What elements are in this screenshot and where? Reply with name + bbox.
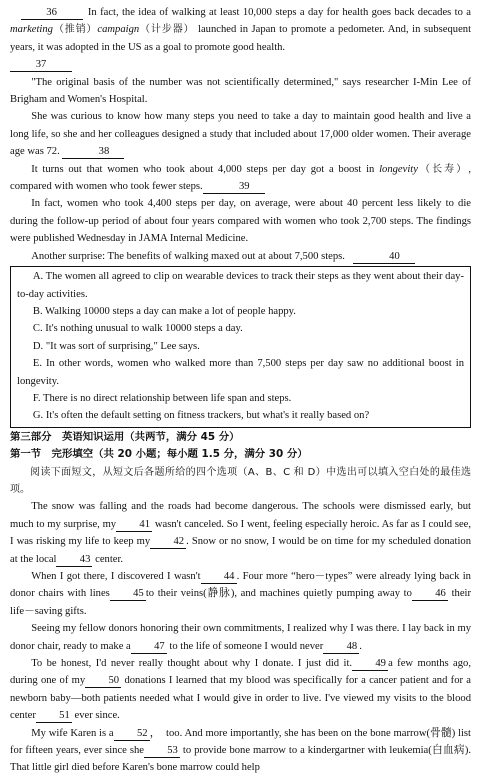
p4-paragraph: It turns out that women who took about 4,000 steps per day got a boost in longevity（长寿）, compared with women who took fewer steps. 39 <box>10 163 472 193</box>
section3-part1-title: 第一节 完形填空（共 20 小题；每小题 1.5 分，满分 30 分） <box>10 448 308 461</box>
blank-40: 40 <box>353 250 415 264</box>
blank-36: 36 <box>21 6 83 20</box>
blank-43: 43 <box>56 553 92 567</box>
blank-50: 50 <box>85 674 121 688</box>
p1-paragraph: 36 In fact, the idea of walking at least 10,000 steps a day for health goes back decades to a marketing（推销）campaign（计步器） launched in Japan to promote a pedometer. And, in subsequent years, it was adopted in the US as a goal to promote good health. 37 <box>10 7 472 71</box>
option-e: E. In other words, women who walked more than 7,500 steps per day saw no additional boost in longevity. <box>17 358 464 387</box>
option-b: B. Walking 10000 steps a day can make a lot of people happy. <box>32 305 296 317</box>
options-box <box>10 266 471 428</box>
blank-53: 53 <box>144 744 180 758</box>
blank-46: 46 <box>412 587 448 601</box>
p5-paragraph: In fact, women who took 4,400 steps per day, on average, were about 40 percent less likely to die during the follow-up period of about four years compared with women who took 2,700 steps. The findings were published Wednesday in JAMA Internal Medicine. <box>10 198 471 245</box>
blank-49: 49 <box>352 657 388 671</box>
blank-45: 45 <box>110 587 146 601</box>
section3-title: 第三部分 英语知识运用（共两节，满分 45 分） <box>10 430 240 443</box>
cloze-instructions: 阅读下面短文，从短文后各题所给的四个选项（A、B、C 和 D）中选出可以填入空白处的最佳选项。 <box>10 466 471 495</box>
cloze-p3: Seeing my fellow donors honoring their own commitments, I realized why I was there. I lay back in my donor chair, ready to make a 47 to the life of someone I would never 48 . <box>10 623 471 652</box>
cloze-p2: When I got there, I discovered I wasn't 44 . Four more “hero－types” were already lying back in donor chairs with lines 45 to their veins(静脉), and machines quietly pumping away to 46 their life－saving gifts. <box>10 571 472 617</box>
option-g: G. It's often the default setting on fitness trackers, but what's it really based on? <box>32 410 370 422</box>
blank-42: 42 <box>150 535 186 549</box>
p2-paragraph: "The original basis of the number was not scientifically determined," says researcher I-Min Lee of Brigham and Women's Hospital. <box>10 76 471 106</box>
blank-44: 44 <box>201 570 237 584</box>
blank-48: 48 <box>323 640 359 654</box>
option-a: A. The women all agreed to clip on wearable devices to track their steps as they went about their day-to-day activities. <box>17 271 464 300</box>
blank-52: 52 <box>114 727 150 741</box>
cloze-p1: The snow was falling and the roads had become dangerous. The schools were dismissed early, but much to my surprise, my 41 wasn't canceled. So I went, feeling especially heroic. As far as I could see, I was risking my life to keep my 42 . Snow or no snow, I would be on time for my scheduled donation at the local 43 center. <box>10 501 471 565</box>
blank-38: 38 <box>62 145 124 159</box>
blank-51: 51 <box>36 709 72 723</box>
blank-47: 47 <box>131 640 167 654</box>
option-c: C. It's nothing unusual to walk 10000 steps a day. <box>32 323 243 335</box>
blank-37: 37 <box>10 58 72 72</box>
blank-39: 39 <box>203 180 265 194</box>
option-f: F. There is no direct relationship between life span and steps. <box>32 392 292 404</box>
p6-paragraph: Another surprise: The benefits of walking maxed out at about 7,500 steps. 40 <box>10 248 471 265</box>
option-d: D. "It was sort of surprising," Lee says. <box>32 340 200 352</box>
p3-paragraph: She was curious to know how many steps you need to take a day to maintain good health and live a long life, so she and her colleagues designed a study that included about 17,000 older women. Their average age was 72. 38 <box>10 111 471 158</box>
blank-41: 41 <box>116 518 152 532</box>
cloze-p4: To be honest, I'd never really thought about why I donate. I just did it. 49 a few months ago, during one of my 50 donations I learned that my blood was specifically for a cancer patient and for a newborn baby—both patients needed what I would give in order to live. I've viewed my visits to the blood center 51 ever since. <box>10 658 472 722</box>
cloze-p5: My wife Karen is a 52 ， too. And more importantly, she has been on the bone marrow(骨髓) list for fifteen years, ever since she 53 to provide bone marrow to a kindergartner with leukemia(白血病). That little girl died before Karen's bone marrow could help <box>10 727 472 774</box>
